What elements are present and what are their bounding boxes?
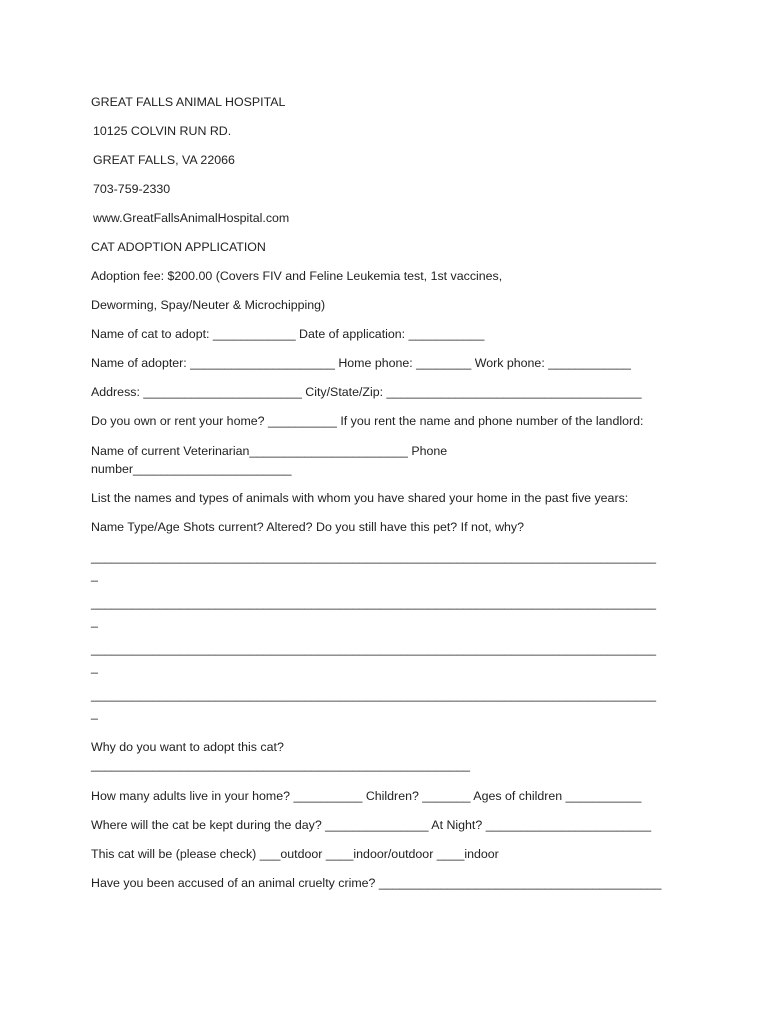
adoption-fee-line-1: Adoption fee: $200.00 (Covers FIV and Feline Leukemia test, 1st vaccines,	[91, 269, 503, 283]
why-adopt-question: Why do you want to adopt this cat?	[91, 740, 284, 754]
why-adopt-field[interactable]: _______________________________________________________	[91, 758, 471, 772]
animal-row-4[interactable]: __________________________________________________________________________________	[91, 688, 657, 702]
adopter-name-field[interactable]: Name of adopter: _____________________ Home phone: ________ Work phone: ____________	[91, 356, 631, 370]
address-field[interactable]: Address: _______________________ City/State/Zip: _____________________________________	[91, 385, 642, 399]
animals-intro: List the names and types of animals with whom you have shared your home in the past five years:	[91, 491, 629, 505]
animals-columns: Name Type/Age Shots current? Altered? Do you still have this pet? If not, why?	[91, 520, 524, 534]
indoor-outdoor-check[interactable]: This cat will be (please check) ___outdoor ____indoor/outdoor ____indoor	[91, 847, 499, 861]
hospital-phone: 703-759-2330	[93, 182, 171, 196]
household-field[interactable]: How many adults live in your home? __________ Children? _______ Ages of children ___________	[91, 789, 642, 803]
hospital-city-state-zip: GREAT FALLS, VA 22066	[93, 153, 235, 167]
animal-row-1-tail: _	[91, 568, 98, 582]
hospital-name: GREAT FALLS ANIMAL HOSPITAL	[91, 95, 286, 109]
own-rent-field[interactable]: Do you own or rent your home? __________ If you rent the name and phone number of the landlord:	[91, 414, 644, 428]
cat-name-field[interactable]: Name of cat to adopt: ____________ Date of application: ___________	[91, 327, 485, 341]
animal-row-2[interactable]: __________________________________________________________________________________	[91, 596, 657, 610]
animal-row-1[interactable]: __________________________________________________________________________________	[91, 550, 657, 564]
animal-cruelty-field[interactable]: Have you been accused of an animal cruelty crime? _________________________________________	[91, 876, 662, 890]
cat-kept-field[interactable]: Where will the cat be kept during the day? _______________ At Night? ________________________	[91, 818, 652, 832]
form-title: CAT ADOPTION APPLICATION	[91, 240, 266, 254]
veterinarian-phone-field[interactable]: number_______________________	[91, 462, 292, 476]
animal-row-3[interactable]: __________________________________________________________________________________	[91, 642, 657, 656]
animal-row-4-tail: _	[91, 706, 98, 720]
hospital-street: 10125 COLVIN RUN RD.	[93, 124, 232, 138]
animal-row-2-tail: _	[91, 614, 98, 628]
adoption-fee-line-2: Deworming, Spay/Neuter & Microchipping)	[91, 298, 326, 312]
hospital-website: www.GreatFallsAnimalHospital.com	[93, 211, 290, 225]
veterinarian-field[interactable]: Name of current Veterinarian_______________________ Phone	[91, 444, 448, 458]
animal-row-3-tail: _	[91, 660, 98, 674]
